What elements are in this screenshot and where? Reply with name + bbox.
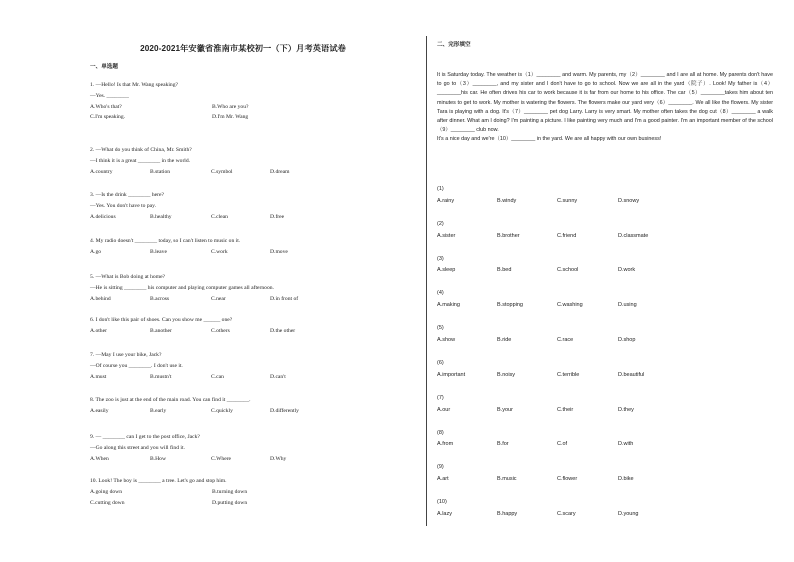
answer-option[interactable]: D.differently: [270, 407, 299, 414]
answer-option[interactable]: A.our: [437, 406, 451, 413]
answer-option[interactable]: B.early: [150, 407, 167, 414]
right-column: [435, 0, 775, 562]
answer-option[interactable]: D.move: [270, 248, 288, 255]
answer-option[interactable]: A.go: [90, 248, 102, 255]
answer-option[interactable]: D.Why: [270, 455, 287, 462]
cloze-question-8: [437, 428, 767, 452]
options-row: [437, 370, 767, 382]
question-4: [90, 236, 390, 258]
answer-option[interactable]: D.snowy: [618, 197, 640, 204]
answer-option[interactable]: C.others: [211, 327, 230, 334]
answer-option[interactable]: A.making: [437, 302, 460, 309]
answer-option[interactable]: C.I'm speaking.: [90, 114, 126, 121]
options-row: [437, 474, 767, 486]
answer-option[interactable]: D.young: [618, 510, 639, 517]
answer-option[interactable]: C.clean: [211, 213, 228, 220]
answer-option[interactable]: D.putting down: [212, 499, 248, 506]
options-row: [437, 265, 767, 277]
answer-option[interactable]: B.brother: [497, 232, 520, 239]
answer-option[interactable]: C.quickly: [211, 407, 233, 414]
answer-option[interactable]: D.classmate: [618, 232, 649, 239]
question-2: [90, 145, 390, 177]
answer-option[interactable]: D.they: [618, 406, 634, 413]
passage-paragraph: It's a nice day and we're（10）________ in the yard. We are all happy with our own business!: [437, 136, 662, 143]
passage-paragraph: It is Saturday today. The weather is（1）________ and warm. My parents, my（2）________ and I are all at home. My parents don't have to go to（3）________, and my sister and I don't have to go to school. Now we are all in the yard（院子）. Look! My father is（4）________his car. He often drives his car to work because it is far from our home to his office. The car（5）________takes him about ten minutes to get to work. My mother is watering the flowers. The flowers make our yard very（6）________. We all like the flowers. My sister Tara is playing with a dog. It's（7）________ pet dog Larry. Larry is very smart. My mother often takes the dog cut（8）________ a walk after dinner. What am I doing? I'm painting a picture. I like painting very much and I'm a good painter. I'm an important member of the school（9）________ club now.: [437, 72, 773, 134]
answer-option[interactable]: C.Where: [211, 455, 232, 462]
answer-option[interactable]: B.ride: [497, 336, 512, 343]
answer-option[interactable]: B.station: [150, 168, 171, 175]
answer-option[interactable]: A.must: [90, 373, 107, 380]
options-row: [90, 212, 390, 223]
options-row: [90, 372, 390, 383]
cloze-question-7: [437, 393, 767, 417]
cloze-question-number: (6): [437, 360, 444, 366]
options-row: [90, 294, 390, 305]
question-stem: 7. —May I use your bike, Jack?: [90, 352, 162, 358]
question-stem: 10. Look! The boy is ________ a tree. Let's go and stop him.: [90, 478, 227, 484]
answer-option[interactable]: D.work: [618, 267, 636, 274]
column-divider: [426, 36, 427, 526]
cloze-question-10: [437, 497, 767, 521]
question-9: [90, 432, 390, 464]
answer-option[interactable]: A.delicious: [90, 213, 116, 220]
options-row: [90, 102, 390, 113]
question-7: [90, 350, 390, 382]
answer-option[interactable]: A.sister: [437, 232, 456, 239]
cloze-question-number: (2): [437, 220, 444, 227]
answer-option[interactable]: D.can't: [270, 373, 286, 380]
answer-option[interactable]: B.music: [497, 476, 517, 483]
options-row: [90, 326, 390, 337]
answer-option[interactable]: C.scary: [557, 510, 576, 517]
options-row: [437, 335, 767, 347]
answer-option[interactable]: B.healthy: [150, 213, 172, 220]
answer-option[interactable]: B.your: [497, 406, 513, 413]
answer-option[interactable]: B.How: [150, 455, 167, 462]
answer-option[interactable]: B.leave: [150, 248, 167, 255]
cloze-question-2: [437, 219, 767, 243]
question-1: [90, 80, 390, 123]
question-stem: 8. The zoo is just at the end of the main road. You can find it ________.: [90, 397, 251, 403]
question-stem: —Go along this street and you will find it.: [90, 444, 185, 451]
answer-option[interactable]: B.noisy: [497, 371, 516, 378]
answer-option[interactable]: D.the other: [270, 327, 296, 334]
question-stem: —Yes. ________: [90, 92, 129, 99]
answer-option[interactable]: A.Who's that?: [90, 103, 122, 110]
answer-option[interactable]: C.work: [211, 248, 228, 255]
question-stem: —He is sitting ________ his computer and playing computer games all afternoon.: [90, 284, 274, 291]
answer-option[interactable]: C.flower: [557, 476, 578, 483]
question-stem: 3. —Is the drink ________ here?: [90, 192, 164, 198]
section-2-heading: 二、完形填空: [437, 42, 471, 48]
answer-option[interactable]: A.lazy: [437, 510, 452, 517]
answer-option[interactable]: D.dream: [270, 168, 290, 175]
question-stem: 9. — ________ can I get to the post office, Jack?: [90, 434, 200, 440]
answer-option[interactable]: A.from: [437, 441, 454, 448]
answer-option[interactable]: C.of: [557, 441, 568, 448]
options-row: [437, 231, 767, 243]
options-row: [437, 196, 767, 208]
options-row: [90, 247, 390, 258]
answer-option[interactable]: D.I'm Mr. Wang: [212, 114, 249, 121]
answer-option[interactable]: A.important: [437, 371, 466, 378]
answer-option[interactable]: B.Who are you?: [212, 103, 249, 110]
cloze-question-4: [437, 288, 767, 312]
answer-option[interactable]: C.terrible: [557, 371, 580, 378]
cloze-question-number: (9): [437, 464, 444, 471]
cloze-question-number: (5): [437, 325, 444, 332]
question-stem: 6. I don't like this pair of shoes. Can you show me ______ one?: [90, 317, 233, 323]
answer-option[interactable]: B.another: [150, 327, 172, 334]
answer-option[interactable]: A.other: [90, 327, 107, 334]
cloze-question-number: (8): [437, 429, 444, 436]
options-row: [90, 167, 390, 178]
options-row: [90, 498, 390, 509]
answer-option[interactable]: D.with: [618, 441, 634, 448]
answer-option[interactable]: C.friend: [557, 232, 577, 239]
question-stem: 2. —What do you think of China, Mr. Smith?: [90, 147, 192, 153]
options-row: [437, 300, 767, 312]
cloze-question-3: [437, 254, 767, 278]
question-stem: —Of course you ________. I don't use it.: [90, 362, 183, 369]
cloze-question-number: (7): [437, 394, 444, 401]
answer-option[interactable]: A.behind: [90, 295, 111, 302]
answer-option[interactable]: B.across: [150, 295, 170, 302]
options-row: [437, 509, 767, 521]
page-title: 2020-2021年安徽省淮南市某校初一（下）月考英语试卷: [140, 44, 346, 53]
answer-option[interactable]: C.school: [557, 267, 579, 274]
answer-option[interactable]: C.symbol: [211, 168, 233, 175]
section-1-heading: 一、单选题: [90, 64, 118, 70]
answer-option[interactable]: B.turning down: [212, 488, 248, 495]
answer-option[interactable]: C.race: [557, 336, 574, 343]
answer-option[interactable]: C.washing: [557, 302, 583, 309]
answer-option[interactable]: D.bike: [618, 476, 634, 483]
cloze-question-1: [437, 184, 767, 208]
options-row: [90, 487, 390, 498]
answer-option[interactable]: B.bed: [497, 267, 512, 274]
answer-option[interactable]: C.cutting down: [90, 499, 125, 506]
options-row: [90, 406, 390, 417]
cloze-question-number: (3): [437, 255, 444, 262]
question-stem: 4. My radio doesn't ________ today, so I can't listen to music on it.: [90, 238, 241, 244]
question-10: [90, 476, 390, 508]
options-row: [437, 405, 767, 417]
answer-option[interactable]: A.easily: [90, 407, 109, 414]
cloze-question-number: (4): [437, 290, 444, 297]
question-stem: 1. —Hello! Is that Mr. Wang speaking?: [90, 82, 178, 88]
answer-option[interactable]: C.sunny: [557, 197, 578, 204]
question-5: [90, 272, 390, 304]
answer-option[interactable]: A.sleep: [437, 267, 456, 274]
answer-option[interactable]: B.happy: [497, 510, 518, 517]
answer-option[interactable]: B.mustn't: [150, 373, 172, 380]
answer-option[interactable]: D.free: [270, 213, 285, 220]
question-stem: —Yes. You don't have to pay.: [90, 202, 156, 209]
options-row: [90, 112, 390, 123]
answer-option[interactable]: C.near: [211, 295, 226, 302]
question-stem: 5. —What is Bob doing at home?: [90, 274, 166, 280]
question-3: [90, 190, 390, 222]
cloze-question-6: [437, 358, 767, 382]
answer-option[interactable]: B.for: [497, 441, 509, 448]
cloze-passage: [437, 71, 773, 145]
question-6: [90, 315, 390, 337]
answer-option[interactable]: B.windy: [497, 197, 517, 204]
cloze-question-number: (10): [437, 499, 447, 506]
cloze-question-number: (1): [437, 186, 444, 192]
answer-option[interactable]: A.going down: [90, 488, 123, 495]
options-row: [90, 454, 390, 465]
cloze-question-9: [437, 462, 767, 486]
answer-option[interactable]: C.their: [557, 406, 574, 413]
answer-option[interactable]: B.stopping: [497, 302, 523, 309]
answer-option[interactable]: A.country: [90, 168, 113, 175]
cloze-question-5: [437, 323, 767, 347]
answer-option[interactable]: D.using: [618, 302, 637, 309]
answer-option[interactable]: C.can: [211, 373, 224, 380]
answer-option[interactable]: D.shop: [618, 336, 636, 343]
answer-option[interactable]: A.When: [90, 455, 109, 462]
answer-option[interactable]: A.show: [437, 336, 456, 343]
question-8: [90, 395, 390, 417]
answer-option[interactable]: D.in front of: [270, 295, 299, 302]
answer-option[interactable]: A.art: [437, 476, 449, 483]
answer-option[interactable]: D.beautiful: [618, 371, 645, 378]
question-stem: —I think it is a great ________ in the world.: [90, 157, 191, 164]
answer-option[interactable]: A.rainy: [437, 197, 455, 204]
options-row: [437, 439, 767, 451]
left-column: [88, 0, 398, 562]
